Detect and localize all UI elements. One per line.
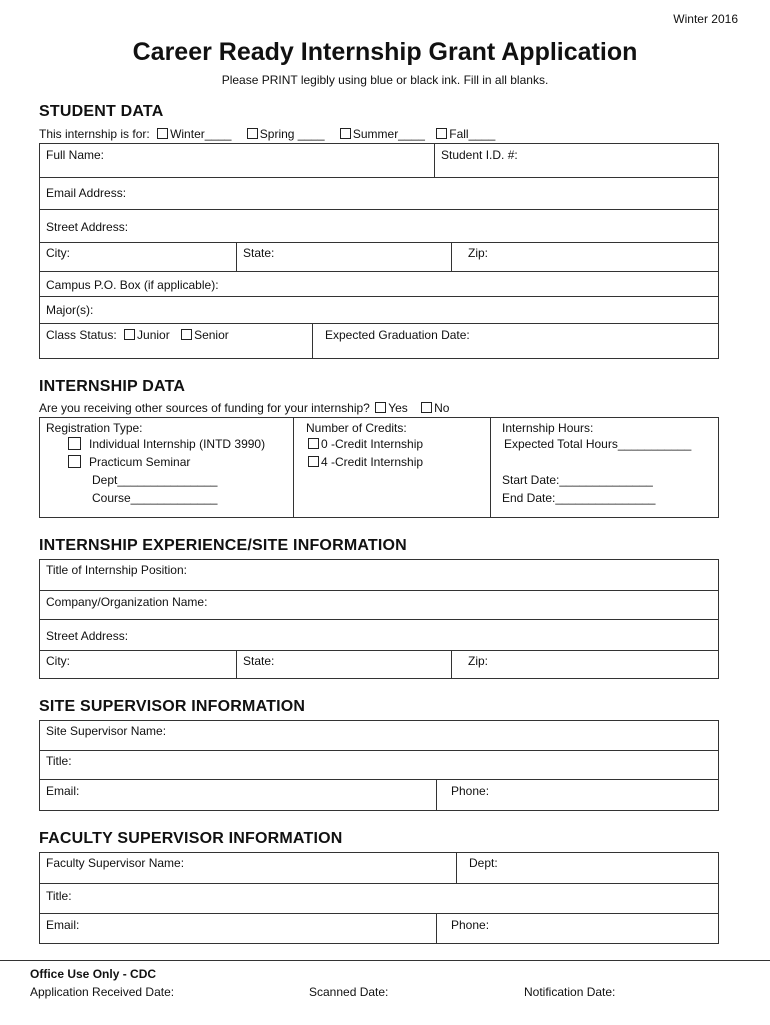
expected-hours-blank[interactable]: Expected Total Hours___________ <box>504 437 692 451</box>
site-supervisor-name-label: Site Supervisor Name: <box>46 724 167 738</box>
class-status-label: Class Status: <box>46 328 117 342</box>
hours-label: Internship Hours: <box>502 421 594 435</box>
zero-credit-checkbox[interactable] <box>308 438 319 449</box>
site-supervisor-title-label: Title: <box>46 754 72 768</box>
funding-yes-checkbox[interactable] <box>375 402 386 413</box>
junior-label: Junior <box>137 328 170 342</box>
spring-label: Spring ____ <box>259 127 325 141</box>
individual-internship-checkbox[interactable] <box>68 437 81 450</box>
site-street-label: Street Address: <box>46 629 129 643</box>
reg-option-individual <box>68 437 265 451</box>
grad-date-label: Expected Graduation Date: <box>325 328 470 342</box>
site-info-table <box>39 559 719 679</box>
individual-internship-label: Individual Internship (INTD 3990) <box>89 437 266 451</box>
dept-blank[interactable]: Dept_______________ <box>92 473 218 487</box>
application-received-date-label: Application Received Date: <box>30 985 175 999</box>
faculty-supervisor-heading: FACULTY SUPERVISOR INFORMATION <box>39 830 343 847</box>
site-supervisor-title-row[interactable] <box>40 751 718 780</box>
site-supervisor-phone-label: Phone: <box>451 784 490 798</box>
course-blank[interactable]: Course_____________ <box>92 491 218 505</box>
po-box-row[interactable] <box>40 272 718 297</box>
funding-question <box>39 401 449 415</box>
site-city-row[interactable] <box>40 651 718 678</box>
site-supervisor-table <box>39 720 719 811</box>
summer-checkbox[interactable] <box>340 128 351 139</box>
full-name-label: Full Name: <box>46 148 105 162</box>
position-row[interactable] <box>40 560 718 591</box>
office-use-section <box>0 960 770 1025</box>
funding-no-label: No <box>434 401 450 415</box>
site-supervisor-phone-cell[interactable] <box>436 780 720 810</box>
faculty-supervisor-name-row[interactable] <box>40 853 718 884</box>
internship-data-table <box>39 417 719 518</box>
senior-label: Senior <box>194 328 229 342</box>
faculty-dept-cell[interactable] <box>456 853 720 883</box>
city-row[interactable] <box>40 243 718 272</box>
summer-label: Summer____ <box>352 127 425 141</box>
email-label: Email Address: <box>46 186 127 200</box>
full-name-row[interactable] <box>40 144 718 178</box>
office-use-heading: Office Use Only - CDC <box>30 967 157 981</box>
position-label: Title of Internship Position: <box>46 563 187 577</box>
majors-row[interactable] <box>40 297 718 324</box>
faculty-supervisor-phone-label: Phone: <box>451 918 490 932</box>
faculty-supervisor-title-row[interactable] <box>40 884 718 914</box>
site-state-cell[interactable] <box>236 651 452 678</box>
faculty-dept-label: Dept: <box>469 856 498 870</box>
junior-checkbox[interactable] <box>124 329 135 340</box>
hours-cell <box>490 418 720 517</box>
credit-option-4 <box>308 455 423 469</box>
student-data-table <box>39 143 719 359</box>
site-supervisor-email-label: Email: <box>46 784 80 798</box>
credit-option-0 <box>308 437 423 451</box>
scanned-date-label: Scanned Date: <box>309 985 389 999</box>
internship-data-heading: INTERNSHIP DATA <box>39 378 186 395</box>
winter-checkbox[interactable] <box>157 128 168 139</box>
faculty-supervisor-phone-cell[interactable] <box>436 914 720 943</box>
practicum-seminar-checkbox[interactable] <box>68 455 81 468</box>
form-title: Career Ready Internship Grant Application <box>132 38 638 66</box>
class-status-group <box>46 328 229 342</box>
email-row[interactable] <box>40 178 718 210</box>
site-city-label: City: <box>46 654 70 668</box>
zero-credit-label: 0 -Credit Internship <box>321 437 424 451</box>
site-supervisor-heading: SITE SUPERVISOR INFORMATION <box>39 698 306 715</box>
term-selection <box>39 127 495 141</box>
faculty-supervisor-email-label: Email: <box>46 918 80 932</box>
student-id-cell[interactable] <box>434 144 720 177</box>
credits-cell <box>293 418 491 517</box>
zip-label: Zip: <box>468 246 489 260</box>
city-label: City: <box>46 246 70 260</box>
site-zip-label: Zip: <box>468 654 489 668</box>
street-row[interactable] <box>40 210 718 243</box>
site-supervisor-contact-row[interactable] <box>40 780 718 810</box>
faculty-supervisor-name-label: Faculty Supervisor Name: <box>46 856 185 870</box>
funding-yes-label: Yes <box>388 401 408 415</box>
notification-date-label: Notification Date: <box>524 985 616 999</box>
reg-option-practicum <box>68 455 190 469</box>
practicum-seminar-label: Practicum Seminar <box>89 455 191 469</box>
fall-checkbox[interactable] <box>436 128 447 139</box>
funding-prompt: Are you receiving other sources of funding for your internship? <box>39 401 370 415</box>
faculty-supervisor-contact-row[interactable] <box>40 914 718 943</box>
end-date-blank[interactable]: End Date:_______________ <box>502 491 656 505</box>
student-data-heading: STUDENT DATA <box>39 103 164 120</box>
start-date-blank[interactable]: Start Date:______________ <box>502 473 653 487</box>
four-credit-checkbox[interactable] <box>308 456 319 467</box>
state-cell[interactable] <box>236 243 452 271</box>
majors-label: Major(s): <box>46 303 94 317</box>
state-label: State: <box>243 246 275 260</box>
winter-label: Winter____ <box>170 127 232 141</box>
fall-label: Fall____ <box>449 127 496 141</box>
term-prompt: This internship is for: <box>39 127 150 141</box>
student-id-label: Student I.D. #: <box>441 148 518 162</box>
form-version: Winter 2016 <box>673 12 738 26</box>
street-label: Street Address: <box>46 220 129 234</box>
credits-label: Number of Credits: <box>306 421 407 435</box>
site-supervisor-name-row[interactable] <box>40 721 718 751</box>
po-box-label: Campus P.O. Box (if applicable): <box>46 278 219 292</box>
grad-date-cell[interactable] <box>312 324 720 358</box>
site-info-heading: INTERNSHIP EXPERIENCE/SITE INFORMATION <box>39 537 407 554</box>
site-zip-cell[interactable] <box>451 651 720 678</box>
registration-type-label: Registration Type: <box>46 421 143 435</box>
zip-cell[interactable] <box>451 243 720 271</box>
site-street-row[interactable] <box>40 620 718 651</box>
four-credit-label: 4 -Credit Internship <box>321 455 424 469</box>
faculty-supervisor-table <box>39 852 719 944</box>
class-status-row <box>40 324 718 358</box>
company-label: Company/Organization Name: <box>46 595 208 609</box>
site-state-label: State: <box>243 654 275 668</box>
form-instructions: Please PRINT legibly using blue or black ink. Fill in all blanks. <box>221 73 549 87</box>
faculty-supervisor-title-label: Title: <box>46 889 72 903</box>
funding-no-checkbox[interactable] <box>421 402 432 413</box>
spring-checkbox[interactable] <box>247 128 258 139</box>
company-row[interactable] <box>40 591 718 620</box>
senior-checkbox[interactable] <box>181 329 192 340</box>
